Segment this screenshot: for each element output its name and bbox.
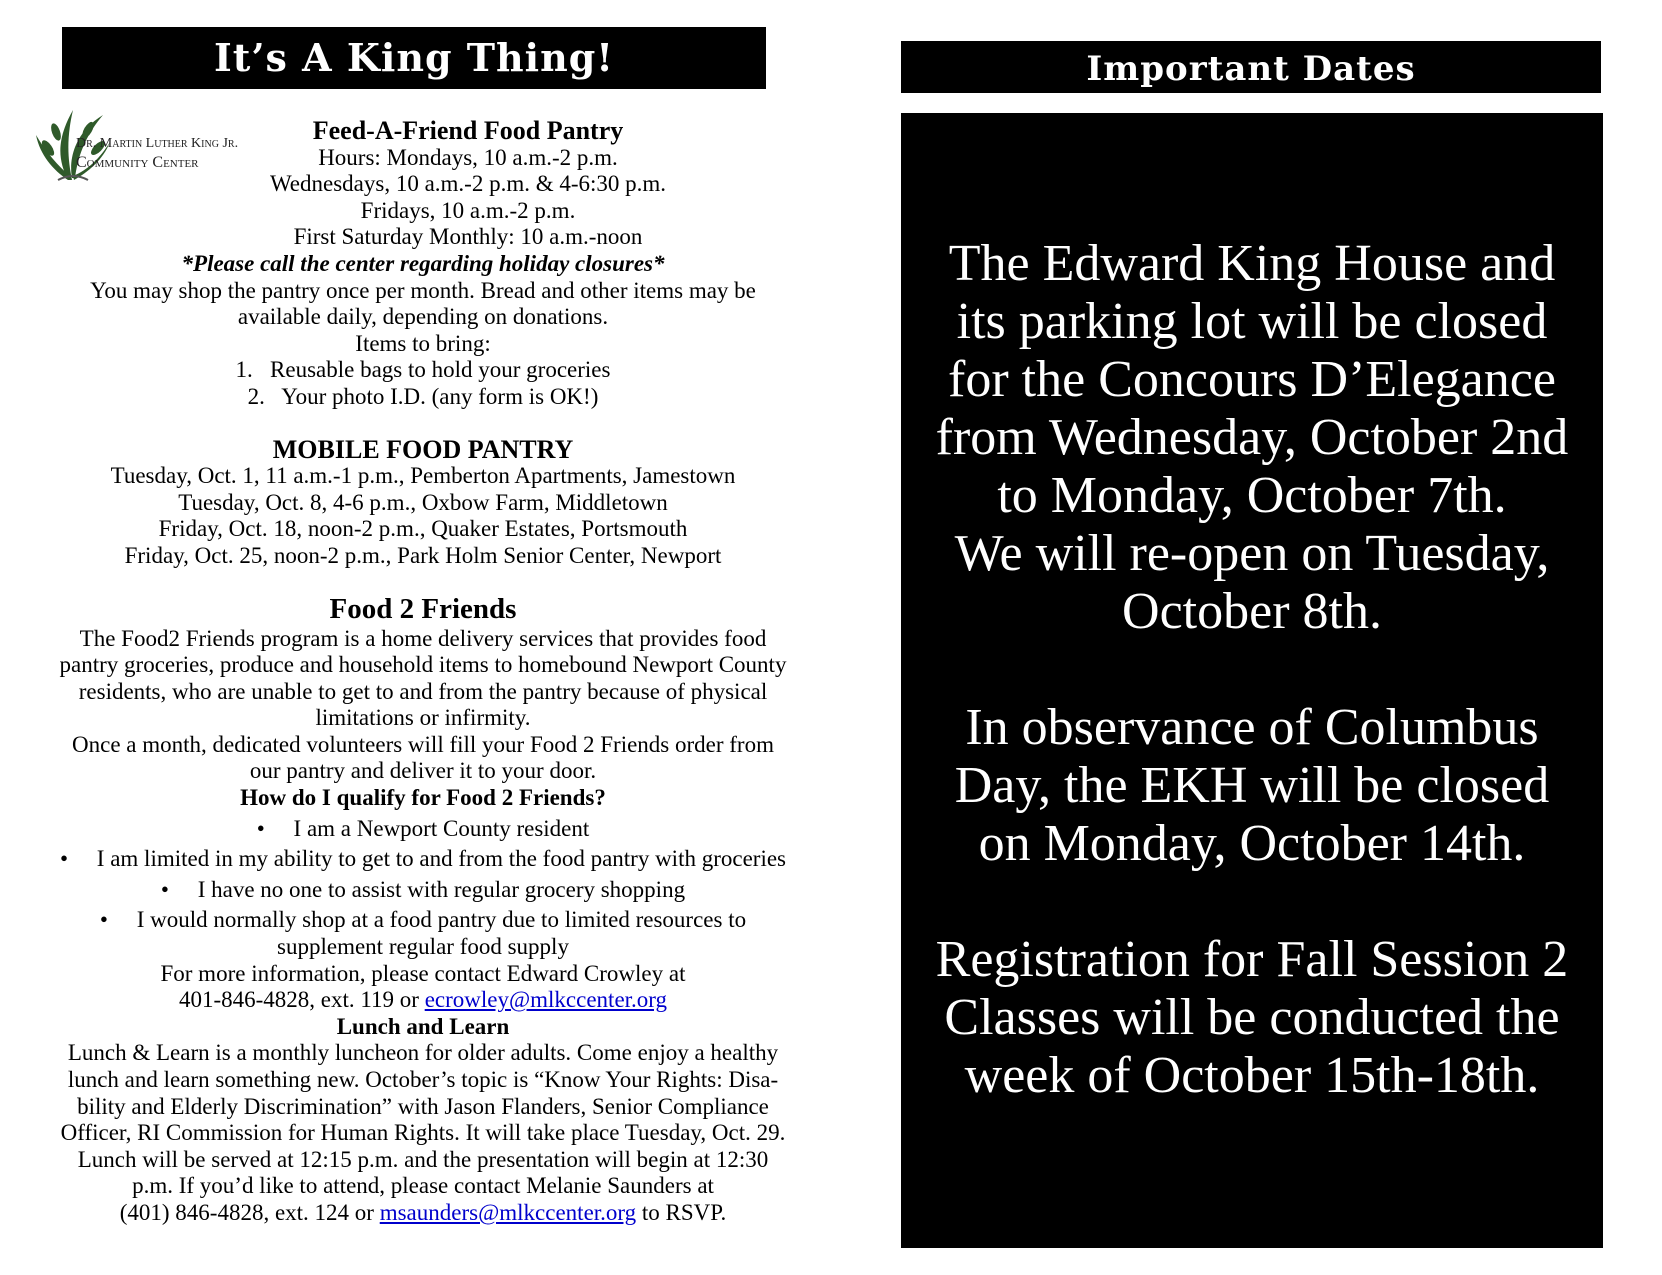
pantry-hours-1: Hours: Mondays, 10 a.m.-2 p.m. xyxy=(318,144,618,170)
lunch-line-1: Lunch & Learn is a monthly luncheon for older adults. Come enjoy a healthy xyxy=(67,1040,779,1066)
bullet-item xyxy=(18,907,828,934)
bullet-dot-icon: • xyxy=(99,907,137,933)
mobile-line-4: Friday, Oct. 25, noon-2 p.m., Park Holm Senior Center, Newport xyxy=(124,542,722,568)
bring-item-1: 1. Reusable bags to hold your groceries xyxy=(235,357,611,383)
registration-line-2: Classes will be conducted the xyxy=(944,989,1560,1046)
lunch-line-2: lunch and learn something new. October’s topic is “Know Your Rights: Disa- xyxy=(67,1067,779,1092)
food2-desc-6: our pantry and deliver it to your door. xyxy=(249,758,597,784)
contact-line-1: For more information, please contact Edward Crowley at xyxy=(160,960,686,986)
food2-desc-3: residents, who are unable to get to and from the pantry because of physical xyxy=(78,678,768,704)
logo-line-2: Community Center xyxy=(76,154,199,171)
bullet-text: I am a Newport County resident xyxy=(293,815,590,841)
lunch-phone: (401) 846-4828, ext. 124 or xyxy=(119,1199,380,1225)
bullet-dot-icon: • xyxy=(160,876,198,902)
columbus-day-notice xyxy=(901,699,1603,873)
columbus-line-1: In observance of Columbus xyxy=(965,699,1539,756)
bullet-text: I would normally shop at a food pantry due to limited resources to xyxy=(136,907,747,933)
mobile-line-1: Tuesday, Oct. 1, 11 a.m.-1 p.m., Pemberton Apartments, Jamestown xyxy=(110,463,736,489)
mobile-line-2: Tuesday, Oct. 8, 4-6 p.m., Oxbow Farm, Middletown xyxy=(178,489,668,515)
closure-line-3: for the Concours D’Elegance xyxy=(948,351,1556,408)
shop-note-1: You may shop the pantry once per month. Bread and other items may be xyxy=(90,277,756,303)
bullet-item xyxy=(18,877,828,904)
columbus-line-3: on Monday, October 14th. xyxy=(978,815,1526,872)
bullet-item xyxy=(18,846,828,873)
food2-title: Food 2 Friends xyxy=(329,592,517,625)
columbus-line-2: Day, the EKH will be closed xyxy=(954,757,1550,814)
lunch-line-4: Officer, RI Commission for Human Rights. It will take place Tuesday, Oct. 29. xyxy=(60,1120,786,1146)
lunch-line-5: Lunch will be served at 12:15 p.m. and the presentation will begin at 12:30 xyxy=(77,1146,769,1172)
lunch-title: Lunch and Learn xyxy=(336,1013,510,1039)
contact-line-2 xyxy=(18,987,828,1014)
closure-line-2: its parking lot will be closed xyxy=(956,293,1548,350)
bring-label: Items to bring: xyxy=(355,330,491,356)
shop-note-2: available daily, depending on donations. xyxy=(237,304,609,330)
lunch-line-7 xyxy=(18,1200,828,1227)
food2-desc-4: limitations or infirmity. xyxy=(315,705,531,731)
closure-line-7: October 8th. xyxy=(1122,583,1382,640)
bullet-dot-icon: • xyxy=(59,846,97,872)
closure-notice xyxy=(901,235,1603,641)
contact-phone: 401-846-4828, ext. 119 or xyxy=(178,987,425,1013)
pantry-hours-4: First Saturday Monthly: 10 a.m.-noon xyxy=(293,224,643,250)
rsvp-text: to RSVP. xyxy=(636,1199,727,1225)
closure-line-1: The Edward King House and xyxy=(948,235,1556,292)
logo-line-1: Dr. Martin Luther King Jr. xyxy=(76,136,239,151)
closure-line-6: We will re-open on Tuesday, xyxy=(954,525,1550,582)
important-dates-panel xyxy=(901,113,1603,1248)
mobile-line-3: Friday, Oct. 18, noon-2 p.m., Quaker Estates, Portsmouth xyxy=(158,516,688,542)
holiday-note: *Please call the center regarding holiday closures* xyxy=(181,250,665,276)
bullet-dot-icon: • xyxy=(256,815,294,841)
registration-line-1: Registration for Fall Session 2 xyxy=(935,931,1569,988)
pantry-title: Feed-A-Friend Food Pantry xyxy=(312,116,624,145)
registration-notice xyxy=(901,931,1603,1105)
pantry-hours-2: Wednesdays, 10 a.m.-2 p.m. & 4-6:30 p.m. xyxy=(269,171,667,197)
qualify-question: How do I qualify for Food 2 Friends? xyxy=(240,785,606,811)
left-banner-title: It’s A King Thing! xyxy=(62,27,766,89)
right-banner-title: Important Dates xyxy=(901,41,1601,93)
ecrowley-email-link[interactable]: ecrowley@mlkccenter.org xyxy=(424,987,668,1013)
food2-desc-1: The Food2 Friends program is a home delivery services that provides food xyxy=(79,625,767,651)
food2-desc-2: pantry groceries, produce and household items to homebound Newport County xyxy=(59,652,787,678)
bullet-text: I have no one to assist with regular grocery shopping xyxy=(197,876,686,902)
mobile-pantry-title: MOBILE FOOD PANTRY xyxy=(272,434,574,464)
lunch-line-3: bility and Elderly Discrimination” with Jason Flanders, Senior Compliance xyxy=(77,1093,769,1119)
lunch-line-6: p.m. If you’d like to attend, please contact Melanie Saunders at xyxy=(132,1173,714,1199)
pantry-hours-3: Fridays, 10 a.m.-2 p.m. xyxy=(360,197,576,223)
msaunders-email-link[interactable]: msaunders@mlkccenter.org xyxy=(379,1199,637,1225)
bullet-continuation: supplement regular food supply xyxy=(277,934,569,960)
closure-line-5: to Monday, October 7th. xyxy=(997,467,1507,524)
bring-item-2: 2. Your photo I.D. (any form is OK!) xyxy=(247,383,599,409)
food2-desc-5: Once a month, dedicated volunteers will fill your Food 2 Friends order from xyxy=(72,731,774,757)
closure-line-4: from Wednesday, October 2nd xyxy=(935,409,1569,466)
left-column xyxy=(18,118,828,1227)
registration-line-3: week of October 15th-18th. xyxy=(964,1047,1540,1104)
bullet-text: I am limited in my ability to get to and from the food pantry with groceries xyxy=(96,846,786,872)
bullet-item xyxy=(18,816,828,843)
